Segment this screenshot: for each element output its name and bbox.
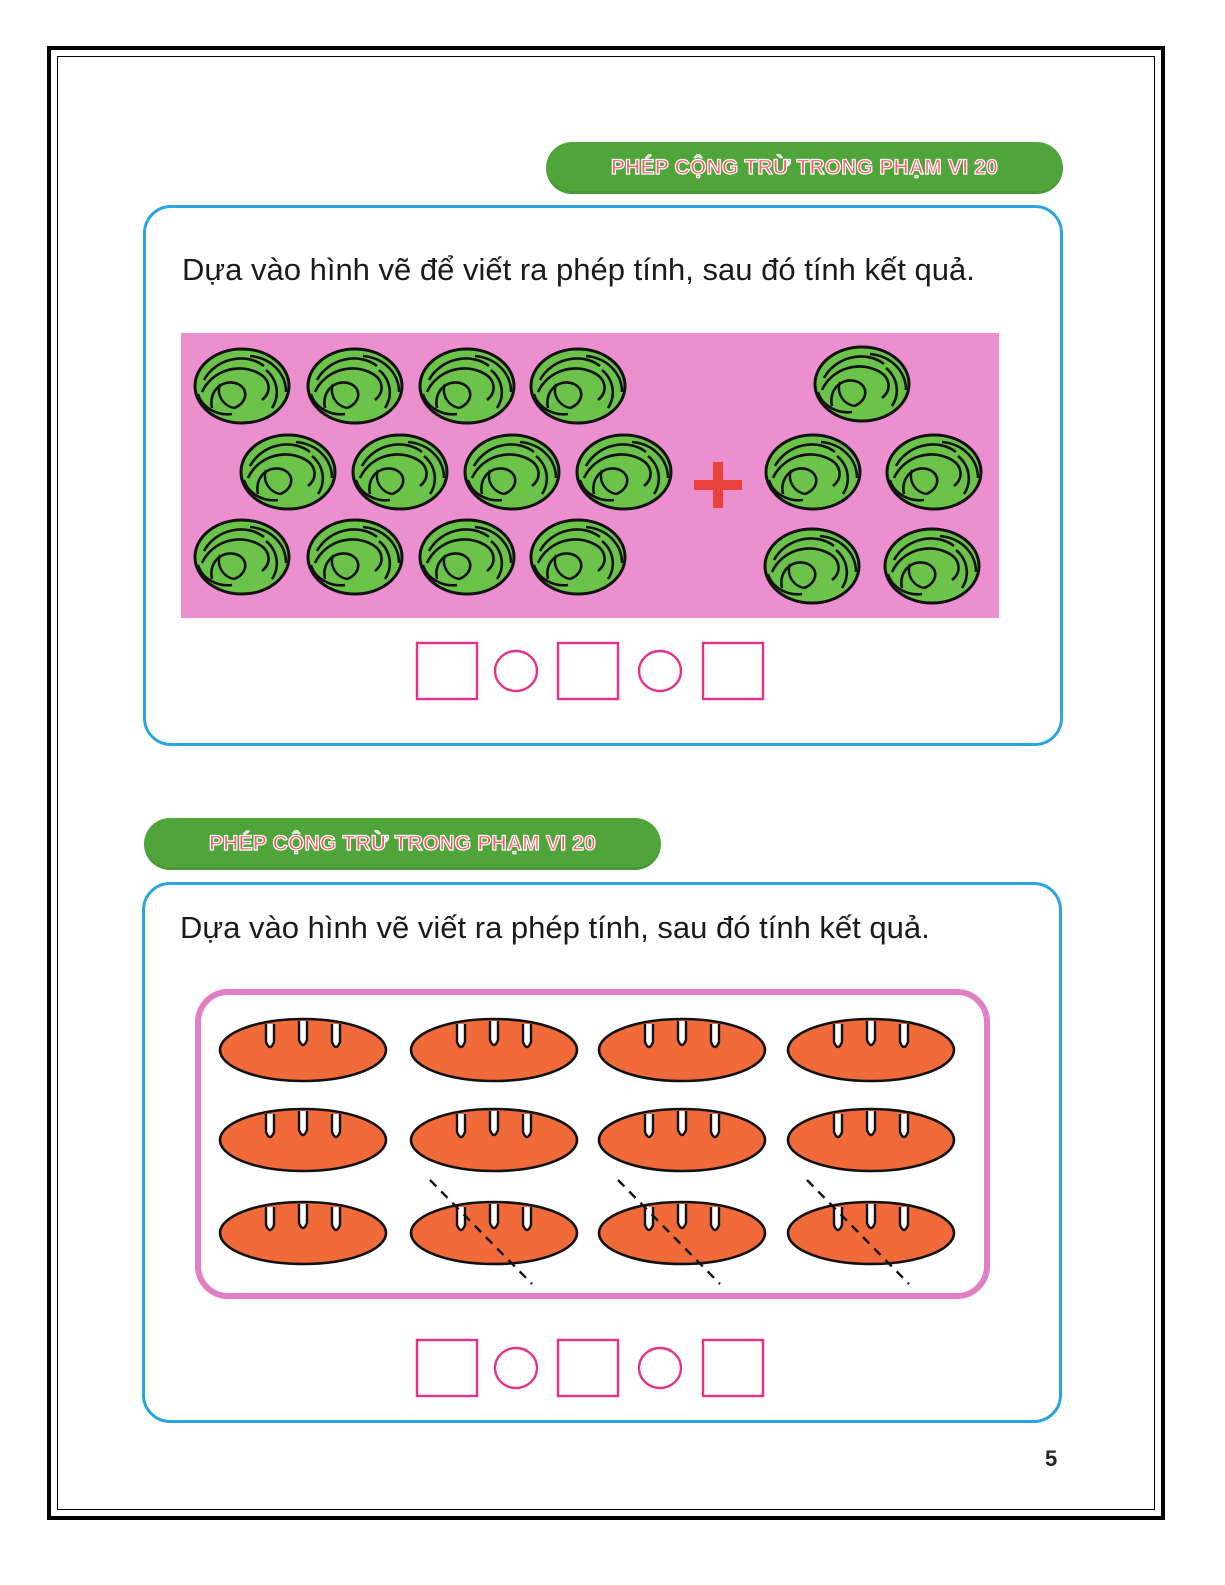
cabbage-icon xyxy=(308,349,402,423)
cabbage-icon xyxy=(420,349,514,423)
answer-box[interactable] xyxy=(417,643,477,699)
header-banner-text: PHÉP CỘNG TRỪ TRONG PHẠM VI 20 xyxy=(610,156,999,179)
cabbage-icon xyxy=(885,529,979,603)
cabbage-icon xyxy=(308,520,402,594)
section-banner-text: PHÉP CỘNG TRỪ TRONG PHẠM VI 20 xyxy=(208,832,597,855)
cabbage-icon xyxy=(766,435,860,509)
bread-icon xyxy=(411,1202,577,1264)
exercise-1-instruction: Dựa vào hình vẽ để viết ra phép tính, sau đó tính kết quả. xyxy=(182,252,975,287)
operator-circle[interactable] xyxy=(639,1348,681,1388)
operator-circle[interactable] xyxy=(639,651,681,691)
bread-icon xyxy=(411,1019,577,1081)
bread-icon xyxy=(599,1202,765,1264)
cabbage-icon xyxy=(195,349,289,423)
bread-icon xyxy=(788,1202,954,1264)
bread-icon xyxy=(220,1202,386,1264)
answer-box[interactable] xyxy=(703,1340,763,1396)
operator-circle[interactable] xyxy=(495,651,537,691)
answer-row-1 xyxy=(417,643,763,699)
cabbage-icon xyxy=(577,435,671,509)
cabbage-icon xyxy=(195,520,289,594)
cabbage-icon xyxy=(465,435,559,509)
bread-icon xyxy=(220,1019,386,1081)
answer-box[interactable] xyxy=(558,643,618,699)
cabbage-icon xyxy=(765,529,859,603)
cabbage-icon xyxy=(531,349,625,423)
cabbage-icon xyxy=(887,435,981,509)
bread-icon xyxy=(411,1109,577,1171)
answer-row-2 xyxy=(417,1340,763,1396)
operator-circle[interactable] xyxy=(495,1348,537,1388)
bread-icon xyxy=(599,1019,765,1081)
bread-icon xyxy=(220,1109,386,1171)
cabbage-icon xyxy=(420,520,514,594)
bread-icon xyxy=(599,1109,765,1171)
answer-box[interactable] xyxy=(417,1340,477,1396)
page-number: 5 xyxy=(1045,1446,1058,1471)
cabbage-icon xyxy=(241,435,335,509)
answer-box[interactable] xyxy=(558,1340,618,1396)
cabbage-icon xyxy=(353,435,447,509)
bread-icon xyxy=(788,1109,954,1171)
cabbage-icon xyxy=(531,520,625,594)
cabbage-icon xyxy=(815,347,909,421)
bread-icon xyxy=(788,1019,954,1081)
answer-box[interactable] xyxy=(703,643,763,699)
exercise-2-instruction: Dựa vào hình vẽ viết ra phép tính, sau đó tính kết quả. xyxy=(180,910,930,945)
